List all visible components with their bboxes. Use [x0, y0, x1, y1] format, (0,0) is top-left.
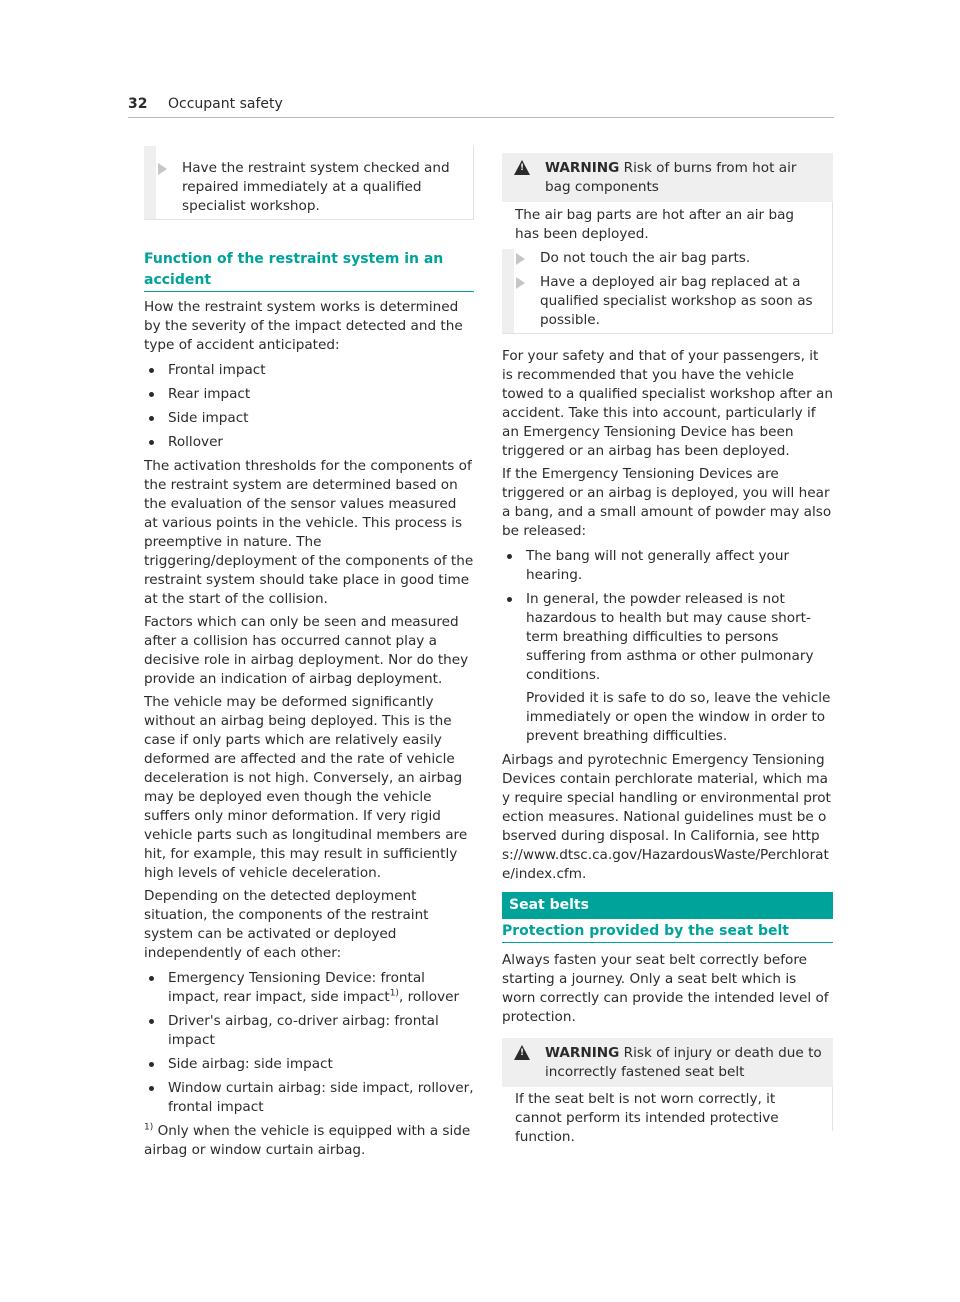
- list-item-extra: Provided it is safe to do so, leave the vehicle immediately or open the window in order to prevent breathing difficulties.: [526, 690, 831, 744]
- deformation-paragraph: The vehicle may be deformed significantly without an airbag being deployed. This is the case if only parts which are relatively easily deformed are affected and the rate of vehicle deceleration is not high. Conversely, an airbag may be deployed even though the vehicle suffers only minor deformation. If very rigid vehicle parts such as longitudinal members are hit, for example, this may result in sufficiently high levels of vehicle deceleration.: [144, 694, 468, 881]
- list-item: Side airbag: side impact: [144, 1055, 474, 1074]
- arrow-icon: [516, 277, 525, 289]
- instruction-item: [516, 249, 845, 268]
- warning-body-burns: [502, 202, 833, 334]
- list-item: Rear impact: [144, 385, 474, 404]
- page-number: 32: [128, 96, 148, 112]
- warning-icon: [514, 160, 530, 175]
- list-item: Frontal impact: [144, 361, 474, 380]
- footnote-text: Only when the vehicle is equipped with a side airbag or window curtain airbag.: [144, 1123, 471, 1158]
- footnote: [144, 1122, 474, 1160]
- safety-paragraph: For your safety and that of your passengers, it is recommended that you have the vehicle towed to a qualified specialist workshop after an accident. Take this into account, particularly if an Emergency Tensioning Device has been triggered or an airbag has been deployed.: [502, 348, 833, 459]
- deployment-paragraph: Depending on the detected deployment situation, the components of the restraint system can be activated or deployed independently of each other:: [144, 888, 429, 961]
- component-list: [144, 969, 474, 1117]
- perchlorate-paragraph: Airbags and pyrotechnic Emergency Tensioning Devices contain perchlorate material, which may require special handling or environmental protection measures. National guidelines must be observed during disposal. In California, see https://www.dtsc.ca.gov/HazardousWaste/Perchlorate/index.cfm.: [502, 752, 831, 882]
- page-header: [128, 95, 834, 118]
- list-item: Driver's airbag, co-driver airbag: frontal impact: [144, 1012, 474, 1050]
- list-item: Side impact: [144, 409, 474, 428]
- warning-header-burns: [502, 153, 833, 202]
- section-title-function: Function of the restraint system in an accident: [144, 249, 474, 292]
- instruction-item: [158, 159, 482, 216]
- right-column: [502, 347, 833, 884]
- activation-paragraph: The activation thresholds for the components of the restraint system are determined based on the evaluation of the sensor values measured at various points in the vehicle. This process is preemptive in nature. The triggering/deployment of the components of the restraint system should take place in good time at the start of the collision.: [144, 458, 474, 607]
- list-item: Rollover: [144, 433, 474, 452]
- factors-paragraph: Factors which can only be seen and measured after a collision has occurred cannot play a decisive role in airbag deployment. Nor do they provide an indication of airbag deployment.: [144, 614, 469, 687]
- warning-label: WARNING: [545, 1045, 620, 1061]
- intro-paragraph: How the restraint system works is determined by the severity of the impact detected and the type of accident anticipated:: [144, 299, 463, 353]
- warning-header-seat-belt: [502, 1038, 833, 1087]
- effects-list: [502, 547, 833, 746]
- box-strip: [502, 249, 514, 333]
- list-item: [144, 969, 474, 1007]
- component-tail: , rollover: [398, 989, 460, 1005]
- trigger-paragraph: If the Emergency Tensioning Devices are triggered or an airbag is deployed, you will hear a bang, and a small amount of powder may also be released:: [502, 466, 832, 539]
- warning-text: If the seat belt is not worn correctly, it cannot perform its intended protective function.: [515, 1091, 779, 1145]
- instruction-text: Have the restraint system checked and repaired immediately at a qualified specialist workshop.: [182, 160, 450, 214]
- arrow-icon: [516, 253, 525, 265]
- section-band-seat-belts: Seat belts: [502, 892, 833, 919]
- list-item: [502, 590, 833, 746]
- section-title-protection: Protection provided by the seat belt: [502, 921, 833, 943]
- footnote-mark: 1): [144, 1122, 154, 1133]
- warning-icon: [514, 1045, 530, 1060]
- arrow-icon: [158, 163, 167, 175]
- list-item: Window curtain airbag: side impact, rollover, frontal impact: [144, 1079, 474, 1117]
- instruction-text: Do not touch the air bag parts.: [540, 250, 751, 266]
- impact-list: [144, 361, 474, 452]
- left-column: [144, 298, 474, 1160]
- list-item-text: In general, the powder released is not hazardous to health but may cause short-term breathing difficulties to persons suffering from asthma or other pulmonary conditions.: [526, 591, 814, 683]
- warning-body-seat-belt: [502, 1087, 833, 1145]
- page-title: Occupant safety: [168, 96, 283, 112]
- warning-text: The air bag parts are hot after an air bag has been deployed.: [515, 207, 795, 242]
- box-strip: [144, 146, 156, 219]
- instruction-text: Have a deployed air bag replaced at a qualified specialist workshop as soon as possible.: [540, 274, 813, 328]
- instruction-box: [144, 146, 474, 220]
- component-text: Emergency Tensioning Device: frontal impact, rear impact, side impact: [168, 970, 425, 1005]
- warning-title: Risk of injury or death due to incorrectly fastened seat belt: [545, 1045, 822, 1080]
- seat-belt-paragraph: Always fasten your seat belt correctly before starting a journey. Only a seat belt which is worn correctly can provide the intended level of protection.: [502, 952, 829, 1025]
- warning-label: WARNING: [545, 160, 620, 176]
- footnote-ref: 1): [389, 988, 399, 999]
- instruction-item: [516, 273, 845, 330]
- list-item: The bang will not generally affect your hearing.: [502, 547, 833, 585]
- warning-title: Risk of burns from hot air bag components: [545, 160, 797, 195]
